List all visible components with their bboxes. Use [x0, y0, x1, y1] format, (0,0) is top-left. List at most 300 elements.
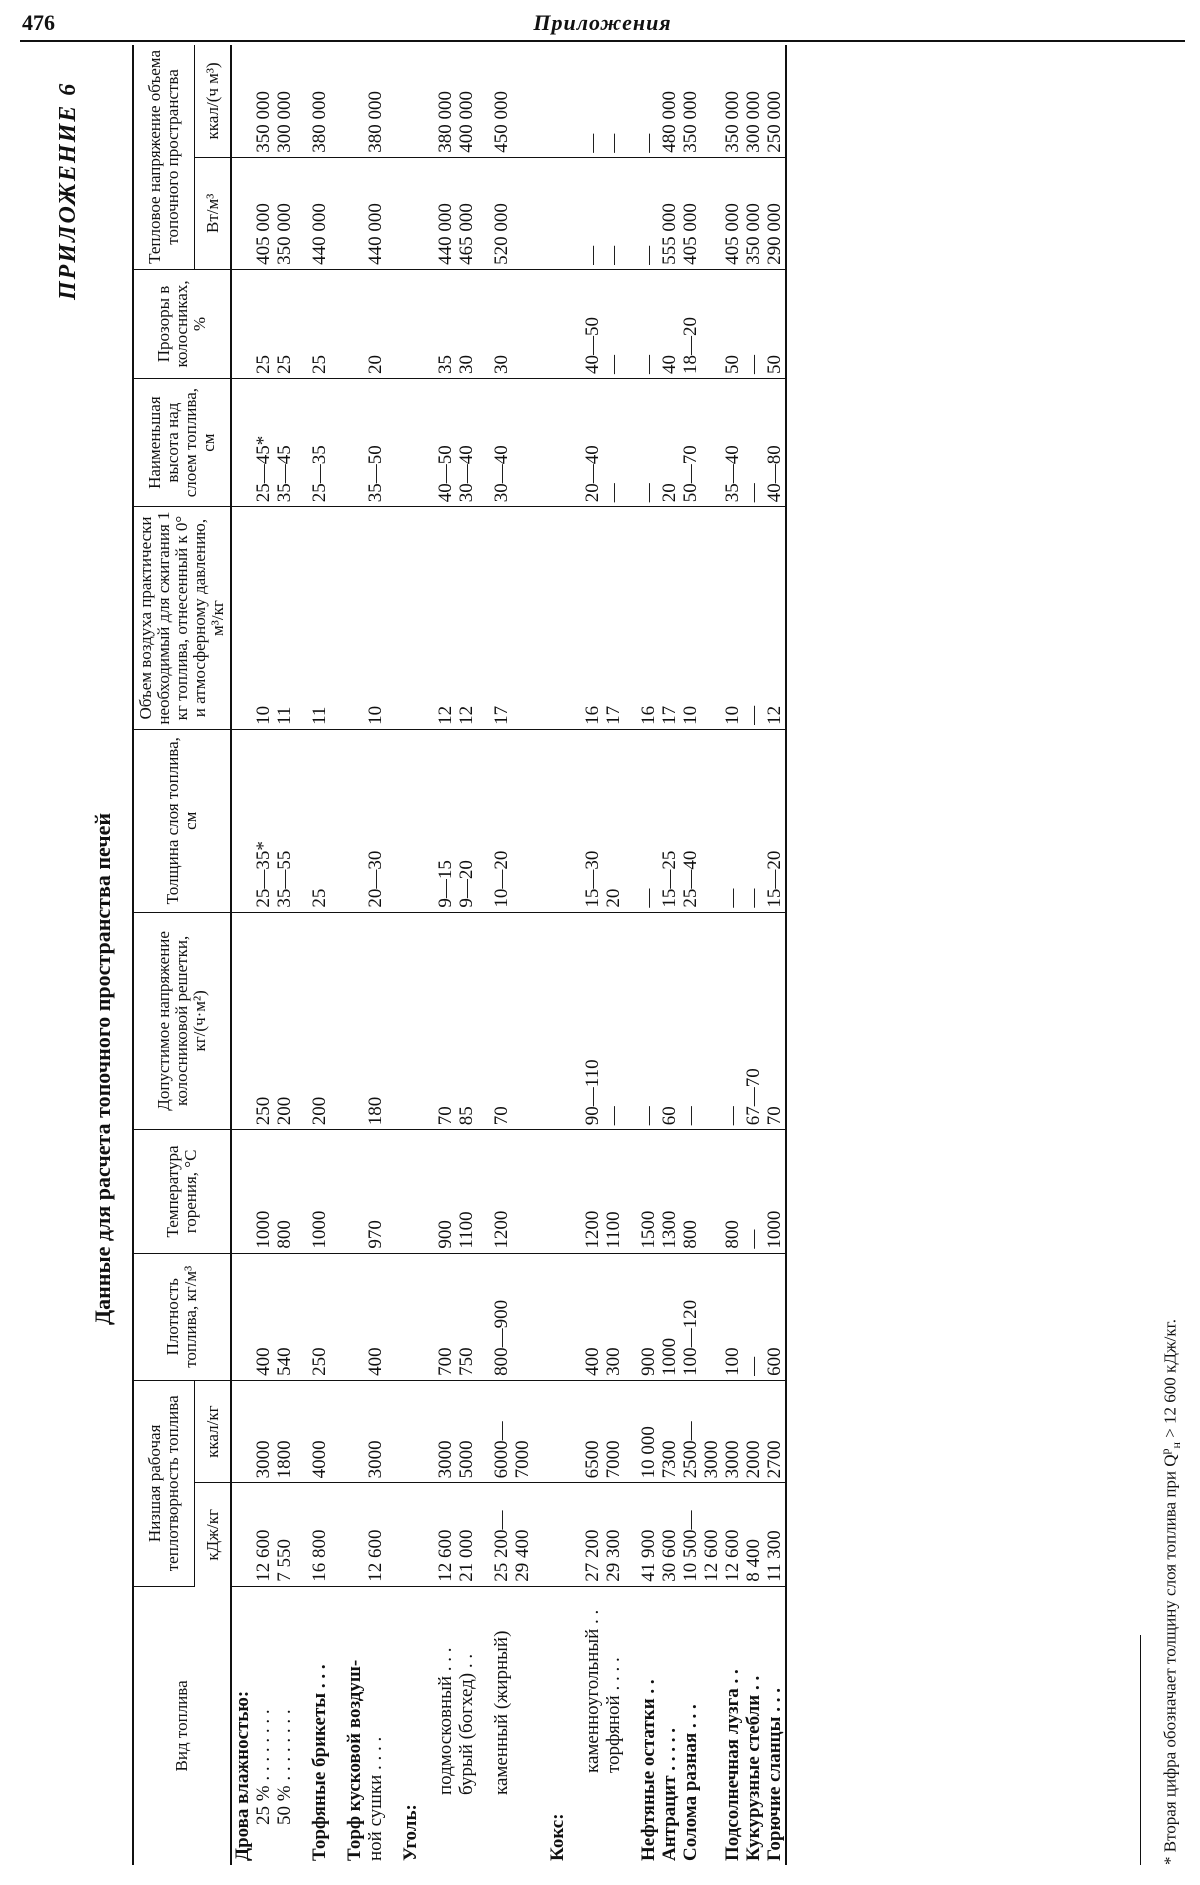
cell-heat-kcal: 3000	[365, 1380, 386, 1483]
cell-stress-kcal: 380 000	[365, 45, 386, 157]
cell-heat-kj: 12 600	[253, 1483, 274, 1586]
cell-grate-load: 85	[456, 912, 477, 1130]
page-number: 476	[22, 10, 55, 35]
cell-stress-w	[512, 157, 533, 269]
cell-grate-gaps: 50	[722, 269, 743, 378]
table-row	[533, 45, 547, 1865]
cell-temperature	[547, 1130, 568, 1253]
col-layer-thickness: Толщина слоя топлива, см	[133, 729, 231, 912]
cell-grate-gaps: 35	[435, 269, 456, 378]
cell-fuel-name: Солома разная . . .	[680, 1704, 701, 1861]
cell-min-height	[547, 379, 568, 507]
cell-min-height: 50—70	[680, 379, 701, 507]
cell-stress-kcal	[344, 45, 365, 157]
table-row	[365, 45, 386, 1865]
cell-density	[701, 1253, 722, 1380]
cell-grate-gaps	[701, 269, 722, 378]
col-fuel-type: Вид топлива	[133, 1586, 231, 1865]
cell-grate-gaps: 20	[365, 269, 386, 378]
cell-grate-load: 90—110	[582, 912, 603, 1130]
cell-air-volume	[701, 507, 722, 730]
col-min-height: Наименьшая высота над слоем топлива, см	[133, 379, 231, 507]
cell-layer-thickness: —	[722, 729, 743, 912]
cell-layer-thickness: 20—30	[365, 729, 386, 912]
cell-stress-kcal: —	[638, 45, 659, 157]
cell-grate-load: —	[680, 912, 701, 1130]
cell-density: 600	[764, 1253, 786, 1380]
cell-air-volume	[400, 507, 421, 730]
cell-temperature	[344, 1130, 365, 1253]
cell-density: 400	[253, 1253, 274, 1380]
table-row	[701, 45, 722, 1865]
cell-temperature: 900	[435, 1130, 456, 1253]
cell-fuel-name: бурый (богхед) . .	[456, 1653, 477, 1795]
cell-heat-kj: 29 300	[603, 1483, 624, 1586]
cell-grate-load	[547, 912, 568, 1130]
cell-stress-kcal: —	[603, 45, 624, 157]
cell-grate-gaps: 30	[491, 269, 512, 378]
cell-stress-kcal: 380 000	[309, 45, 330, 157]
cell-density: 400	[365, 1253, 386, 1380]
cell-stress-w: —	[582, 157, 603, 269]
cell-heat-kcal: 5000	[456, 1380, 477, 1483]
cell-grate-load: —	[603, 912, 624, 1130]
cell-fuel-name: Торфяные брикеты . . .	[309, 1664, 330, 1861]
cell-heat-kj: 29 400	[512, 1483, 533, 1586]
cell-layer-thickness	[701, 729, 722, 912]
cell-stress-kcal: 300 000	[743, 45, 764, 157]
cell-heat-kcal: 1800	[274, 1380, 295, 1483]
cell-layer-thickness: 25—35*	[253, 729, 274, 912]
cell-grate-load: 70	[764, 912, 786, 1130]
cell-fuel-name: каменный (жирный)	[491, 1630, 512, 1795]
table-header	[133, 45, 231, 1865]
cell-air-volume: 10	[253, 507, 274, 730]
cell-air-volume: 11	[309, 507, 330, 730]
col-heat-value: Низшая рабочая теплотворность топлива	[133, 1380, 195, 1586]
cell-grate-load	[400, 912, 421, 1130]
cell-stress-kcal: 300 000	[274, 45, 295, 157]
cell-min-height	[512, 379, 533, 507]
cell-air-volume: 10	[722, 507, 743, 730]
cell-fuel-name: Подсолнечная лузга . .	[722, 1669, 743, 1861]
cell-min-height: —	[638, 379, 659, 507]
cell-grate-gaps	[547, 269, 568, 378]
cell-fuel-name	[701, 1586, 722, 1865]
col-temperature: Температура горения, °С	[133, 1130, 231, 1253]
cell-heat-kj	[547, 1483, 568, 1586]
cell-air-volume	[512, 507, 533, 730]
cell-stress-w	[400, 157, 421, 269]
cell-layer-thickness: —	[743, 729, 764, 912]
cell-heat-kj: 12 600	[722, 1483, 743, 1586]
cell-grate-gaps: 40—50	[582, 269, 603, 378]
running-title: Приложения	[533, 10, 672, 35]
table-row	[624, 45, 638, 1865]
cell-grate-gaps	[512, 269, 533, 378]
cell-temperature: 1300	[659, 1130, 680, 1253]
cell-stress-w: 350 000	[274, 157, 295, 269]
cell-density: 250	[309, 1253, 330, 1380]
cell-layer-thickness	[231, 729, 253, 912]
table-row	[421, 45, 435, 1865]
cell-temperature: 800	[722, 1130, 743, 1253]
cell-stress-kcal: 350 000	[253, 45, 274, 157]
cell-temperature: 800	[274, 1130, 295, 1253]
cell-temperature	[701, 1130, 722, 1253]
cell-grate-load	[701, 912, 722, 1130]
cell-temperature: —	[743, 1130, 764, 1253]
cell-heat-kj: 16 800	[309, 1483, 330, 1586]
cell-air-volume: 17	[603, 507, 624, 730]
cell-stress-w: 465 000	[456, 157, 477, 269]
cell-density: 700	[435, 1253, 456, 1380]
cell-density: 540	[274, 1253, 295, 1380]
cell-min-height: 30—40	[491, 379, 512, 507]
cell-layer-thickness: 15—30	[582, 729, 603, 912]
col-air-volume: Объем воздуха практически необходимый для сжигания 1 кг топлива, отнесенный к 0° и атмосферному давлению, м³/кг	[133, 507, 231, 730]
cell-fuel-name: торфяной . . . .	[603, 1657, 624, 1773]
col-heat-stress: Тепловое напряжение объема топочного пространства	[133, 45, 195, 269]
cell-heat-kcal: 7000	[512, 1380, 533, 1483]
cell-min-height: —	[743, 379, 764, 507]
cell-stress-w: 405 000	[722, 157, 743, 269]
cell-stress-w: 290 000	[764, 157, 786, 269]
appendix-label: ПРИЛОЖЕНИЕ 6	[55, 81, 81, 300]
cell-grate-gaps	[400, 269, 421, 378]
cell-air-volume: 10	[365, 507, 386, 730]
cell-heat-kcal	[231, 1380, 253, 1483]
cell-temperature: 1100	[456, 1130, 477, 1253]
cell-min-height	[400, 379, 421, 507]
col-grate-gaps: Прозоры в колосниках, %	[133, 269, 231, 378]
cell-heat-kj	[344, 1483, 365, 1586]
cell-heat-kj: 12 600	[365, 1483, 386, 1586]
cell-grate-load: 200	[274, 912, 295, 1130]
cell-layer-thickness	[344, 729, 365, 912]
cell-density: 750	[456, 1253, 477, 1380]
cell-grate-load: —	[722, 912, 743, 1130]
cell-layer-thickness	[512, 729, 533, 912]
table-row	[764, 45, 786, 1865]
cell-heat-kcal	[400, 1380, 421, 1483]
cell-layer-thickness: 9—20	[456, 729, 477, 912]
cell-layer-thickness: —	[638, 729, 659, 912]
cell-heat-kcal: 10 000	[638, 1380, 659, 1483]
cell-min-height	[344, 379, 365, 507]
cell-heat-kj: 25 200—	[491, 1483, 512, 1586]
cell-heat-kj: 30 600	[659, 1483, 680, 1586]
cell-heat-kcal: 2000	[743, 1380, 764, 1483]
cell-heat-kcal: 2700	[764, 1380, 786, 1483]
cell-grate-load	[231, 912, 253, 1130]
cell-heat-kcal	[547, 1380, 568, 1483]
cell-layer-thickness	[400, 729, 421, 912]
cell-stress-kcal: 400 000	[456, 45, 477, 157]
cell-density: 100—120	[680, 1253, 701, 1380]
cell-density: 800—900	[491, 1253, 512, 1380]
cell-heat-kj: 8 400	[743, 1483, 764, 1586]
cell-grate-load: 60	[659, 912, 680, 1130]
cell-layer-thickness: 35—55	[274, 729, 295, 912]
cell-layer-thickness: 15—20	[764, 729, 786, 912]
cell-temperature	[231, 1130, 253, 1253]
cell-min-height	[701, 379, 722, 507]
cell-fuel-name: 25 % . . . . . . . .	[253, 1709, 274, 1825]
cell-density	[231, 1253, 253, 1380]
cell-heat-kcal: 4000	[309, 1380, 330, 1483]
cell-heat-kj: 12 600	[701, 1483, 722, 1586]
table-row	[435, 45, 456, 1865]
cell-grate-load: 200	[309, 912, 330, 1130]
cell-heat-kcal: 2500—	[680, 1380, 701, 1483]
cell-density	[512, 1253, 533, 1380]
cell-heat-kcal: 3000	[435, 1380, 456, 1483]
footnote	[1158, 1319, 1184, 1865]
cell-stress-w: 440 000	[435, 157, 456, 269]
cell-heat-kcal: 7000	[603, 1380, 624, 1483]
table-caption: Данные для расчета топочного пространства печей	[90, 812, 115, 1325]
cell-stress-kcal	[512, 45, 533, 157]
cell-grate-load	[512, 912, 533, 1130]
cell-grate-gaps: —	[743, 269, 764, 378]
footnote-sup: р	[1158, 1448, 1172, 1455]
cell-heat-kcal: 3000	[253, 1380, 274, 1483]
table-row	[386, 45, 400, 1865]
table-row	[274, 45, 295, 1865]
table-row	[680, 45, 701, 1865]
col-heat-kcal: ккал/кг	[195, 1380, 231, 1483]
cell-air-volume: 16	[582, 507, 603, 730]
cell-min-height: 25—35	[309, 379, 330, 507]
cell-stress-w: 405 000	[253, 157, 274, 269]
cell-min-height: 20—40	[582, 379, 603, 507]
table-row	[344, 45, 365, 1865]
cell-heat-kj: 12 600	[435, 1483, 456, 1586]
table-row	[295, 45, 309, 1865]
table-row	[568, 45, 582, 1865]
cell-min-height: 35—50	[365, 379, 386, 507]
table-row	[309, 45, 330, 1865]
cell-layer-thickness: 15—25	[659, 729, 680, 912]
cell-density: 400	[582, 1253, 603, 1380]
cell-stress-kcal: 350 000	[722, 45, 743, 157]
cell-min-height: 35—45	[274, 379, 295, 507]
cell-heat-kj: 41 900	[638, 1483, 659, 1586]
cell-fuel-name: Уголь:	[400, 1804, 421, 1861]
cell-temperature: 1000	[253, 1130, 274, 1253]
cell-stress-w: 350 000	[743, 157, 764, 269]
cell-air-volume: 11	[274, 507, 295, 730]
cell-grate-load: 70	[435, 912, 456, 1130]
cell-grate-gaps: 50	[764, 269, 786, 378]
table-row	[400, 45, 421, 1865]
cell-stress-w: 555 000	[659, 157, 680, 269]
cell-stress-kcal: 250 000	[764, 45, 786, 157]
cell-stress-w: 440 000	[309, 157, 330, 269]
cell-temperature: 800	[680, 1130, 701, 1253]
col-grate-load: Допустимое напряжение колосниковой решетки, кг/(ч·м²)	[133, 912, 231, 1130]
cell-stress-kcal	[231, 45, 253, 157]
cell-temperature: 1200	[491, 1130, 512, 1253]
page-header	[20, 6, 1185, 42]
cell-stress-kcal	[547, 45, 568, 157]
cell-stress-kcal: 450 000	[491, 45, 512, 157]
cell-min-height: 25—45*	[253, 379, 274, 507]
cell-grate-load: 70	[491, 912, 512, 1130]
cell-stress-w: 520 000	[491, 157, 512, 269]
cell-air-volume: 10	[680, 507, 701, 730]
cell-layer-thickness: 10—20	[491, 729, 512, 912]
footnote-q: Q	[1160, 1454, 1180, 1467]
cell-air-volume: 12	[456, 507, 477, 730]
table-row	[659, 45, 680, 1865]
cell-density: 1000	[659, 1253, 680, 1380]
table-row	[456, 45, 477, 1865]
cell-heat-kcal: 7300	[659, 1380, 680, 1483]
cell-grate-gaps	[344, 269, 365, 378]
cell-grate-load: 250	[253, 912, 274, 1130]
cell-layer-thickness: 25—40	[680, 729, 701, 912]
cell-fuel-name: Кукурузные стебли . .	[743, 1675, 764, 1861]
cell-temperature: 1000	[764, 1130, 786, 1253]
table-row	[512, 45, 533, 1865]
footnote-prefix: * Вторая цифра обозначает толщину слоя топлива при	[1160, 1466, 1180, 1865]
cell-temperature: 1100	[603, 1130, 624, 1253]
table-row	[231, 45, 253, 1865]
cell-heat-kcal: 6500	[582, 1380, 603, 1483]
cell-grate-gaps: —	[638, 269, 659, 378]
cell-stress-w: —	[603, 157, 624, 269]
cell-min-height: 30—40	[456, 379, 477, 507]
cell-min-height: 40—50	[435, 379, 456, 507]
cell-air-volume: 17	[659, 507, 680, 730]
cell-stress-w: 405 000	[680, 157, 701, 269]
cell-stress-w: —	[638, 157, 659, 269]
cell-stress-kcal: 380 000	[435, 45, 456, 157]
cell-air-volume: 12	[764, 507, 786, 730]
cell-air-volume: 17	[491, 507, 512, 730]
cell-grate-load	[344, 912, 365, 1130]
cell-min-height: 20	[659, 379, 680, 507]
cell-fuel-name: 50 % . . . . . . . .	[274, 1709, 295, 1825]
cell-fuel-name: Антрацит . . . . .	[659, 1727, 680, 1861]
cell-fuel-name: Горючие сланцы . . .	[764, 1586, 786, 1865]
cell-heat-kj: 27 200	[582, 1483, 603, 1586]
table-row	[477, 45, 491, 1865]
cell-min-height: —	[603, 379, 624, 507]
cell-density	[400, 1253, 421, 1380]
cell-stress-kcal: 350 000	[680, 45, 701, 157]
col-density: Плотность топлива, кг/м³	[133, 1253, 231, 1380]
cell-stress-w	[547, 157, 568, 269]
cell-fuel-name: Кокс:	[547, 1813, 568, 1861]
cell-min-height: 40—80	[764, 379, 786, 507]
cell-min-height	[231, 379, 253, 507]
cell-density	[344, 1253, 365, 1380]
table-row	[743, 45, 764, 1865]
cell-stress-kcal: —	[582, 45, 603, 157]
cell-grate-load: 67—70	[743, 912, 764, 1130]
cell-stress-w: 440 000	[365, 157, 386, 269]
cell-air-volume: —	[743, 507, 764, 730]
cell-heat-kcal: 6000—	[491, 1380, 512, 1483]
col-stress-w: Вт/м³	[195, 157, 231, 269]
cell-heat-kj	[231, 1483, 253, 1586]
cell-min-height: 35—40	[722, 379, 743, 507]
cell-layer-thickness: 20	[603, 729, 624, 912]
cell-fuel-name: каменноугольный . .	[582, 1609, 603, 1773]
cell-temperature	[400, 1130, 421, 1253]
table-row	[638, 45, 659, 1865]
cell-fuel-name: подмосковный . . .	[435, 1647, 456, 1795]
cell-grate-gaps: 25	[274, 269, 295, 378]
table-row	[330, 45, 344, 1865]
footnote-sub: н	[1169, 1442, 1184, 1449]
cell-heat-kcal	[344, 1380, 365, 1483]
table-row	[603, 45, 624, 1865]
table-row	[253, 45, 274, 1865]
cell-air-volume: 16	[638, 507, 659, 730]
cell-stress-w	[701, 157, 722, 269]
cell-grate-gaps: —	[603, 269, 624, 378]
cell-stress-kcal: 480 000	[659, 45, 680, 157]
cell-heat-kj: 21 000	[456, 1483, 477, 1586]
cell-grate-load: —	[638, 912, 659, 1130]
cell-fuel-name: Нефтяные остатки . .	[638, 1679, 659, 1861]
footnote-suffix: > 12 600 кДж/кг.	[1160, 1319, 1180, 1443]
cell-temperature: 1500	[638, 1130, 659, 1253]
cell-air-volume	[547, 507, 568, 730]
cell-stress-w	[231, 157, 253, 269]
col-heat-kj: кДж/кг	[195, 1483, 231, 1586]
table-row	[582, 45, 603, 1865]
cell-density: 900	[638, 1253, 659, 1380]
footnote-rule	[1140, 1635, 1141, 1865]
cell-density: 100	[722, 1253, 743, 1380]
cell-layer-thickness	[547, 729, 568, 912]
cell-stress-kcal	[400, 45, 421, 157]
cell-fuel-name: Торф кусковой воздуш-	[344, 1659, 365, 1861]
cell-grate-gaps: 30	[456, 269, 477, 378]
table-row	[722, 45, 743, 1865]
cell-fuel-name: ной сушки . . . .	[365, 1736, 386, 1861]
fuel-data-table	[132, 45, 787, 1865]
cell-grate-gaps: 40	[659, 269, 680, 378]
cell-heat-kj: 10 500—	[680, 1483, 701, 1586]
cell-grate-load: 180	[365, 912, 386, 1130]
cell-air-volume: 12	[435, 507, 456, 730]
cell-density: —	[743, 1253, 764, 1380]
table-body	[231, 45, 786, 1865]
cell-temperature: 970	[365, 1130, 386, 1253]
col-stress-kcal: ккал/(ч м³)	[195, 45, 231, 157]
cell-grate-gaps: 25	[253, 269, 274, 378]
cell-temperature: 1200	[582, 1130, 603, 1253]
cell-fuel-name	[512, 1586, 533, 1865]
cell-heat-kj	[400, 1483, 421, 1586]
cell-heat-kj: 7 550	[274, 1483, 295, 1586]
cell-air-volume	[344, 507, 365, 730]
cell-grate-gaps: 18—20	[680, 269, 701, 378]
cell-air-volume	[231, 507, 253, 730]
cell-fuel-name: Дрова влажностью:	[232, 1690, 253, 1861]
cell-stress-w	[344, 157, 365, 269]
table-row	[491, 45, 512, 1865]
cell-heat-kcal: 3000	[722, 1380, 743, 1483]
cell-density	[547, 1253, 568, 1380]
cell-layer-thickness: 9—15	[435, 729, 456, 912]
